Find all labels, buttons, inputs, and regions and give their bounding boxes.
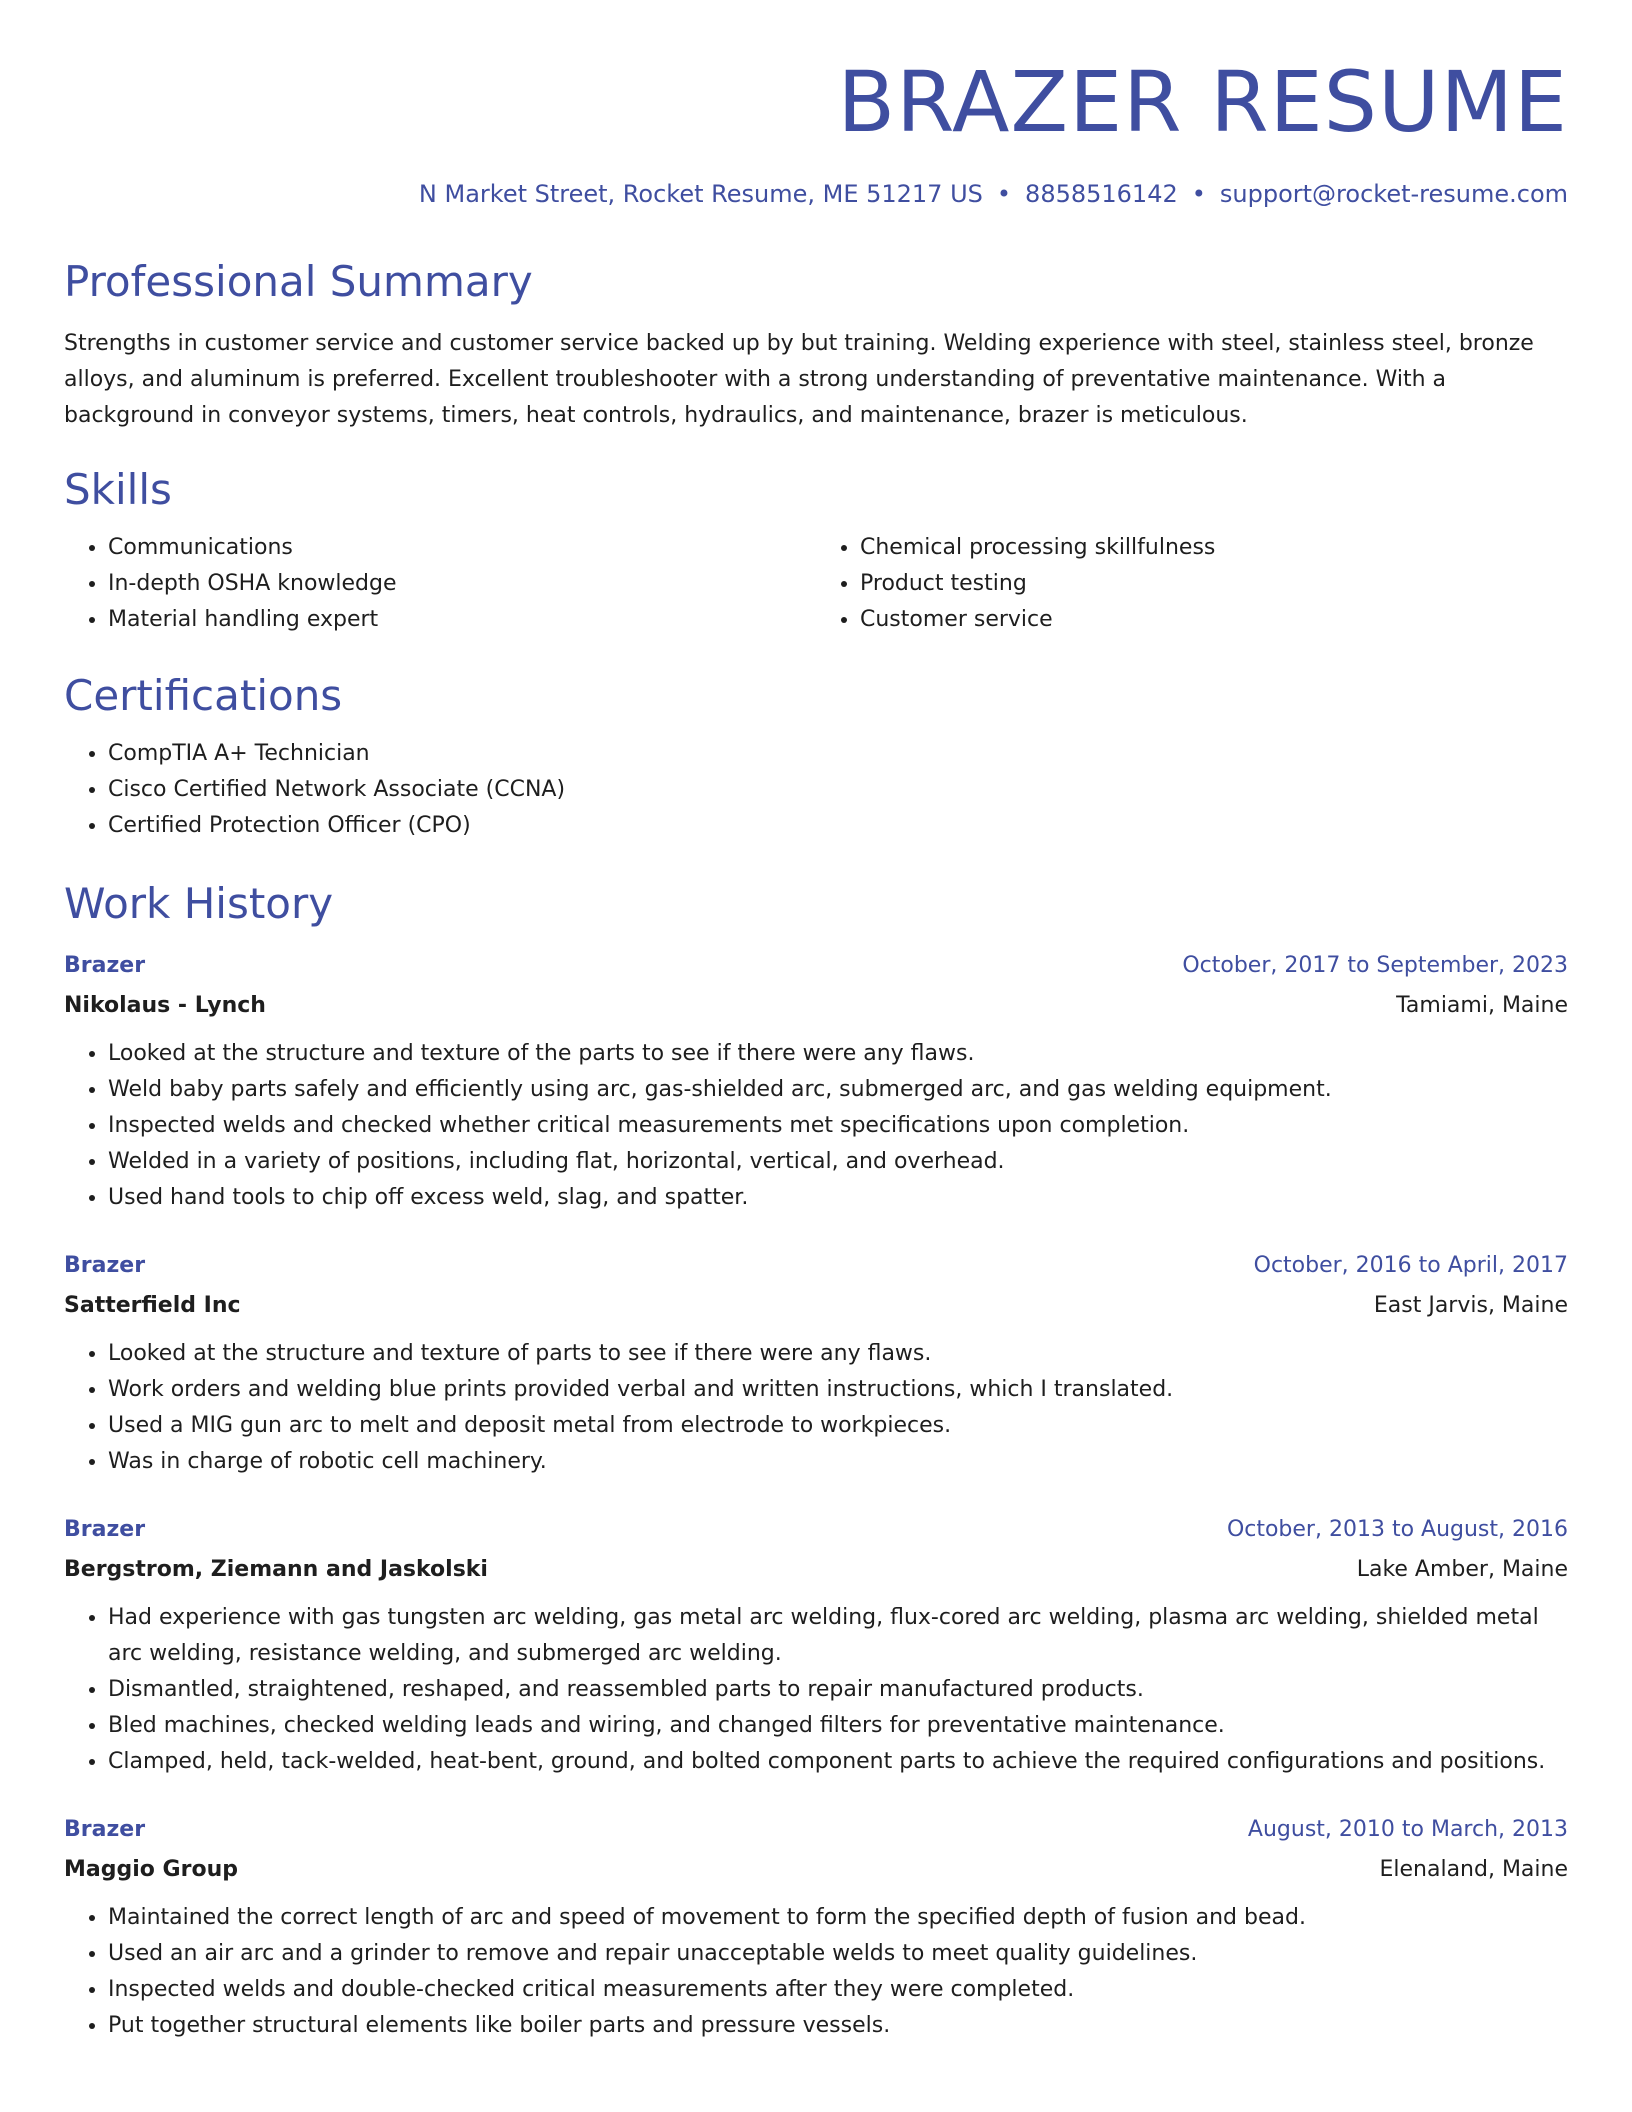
job-entry xyxy=(64,1246,1568,1480)
contact-separator: • xyxy=(1191,180,1206,208)
job-entry xyxy=(64,946,1568,1216)
skill-item: • Chemical processing skillfulness xyxy=(860,530,1568,566)
resume-title: BRAZER RESUME xyxy=(837,53,1568,151)
job-bullet: • Used an air arc and a grinder to remove and repair unacceptable welds to meet quality guidelines. xyxy=(108,1936,1568,1972)
certifications-heading: Certifications xyxy=(64,671,343,720)
job-location: East Jarvis, Maine xyxy=(1373,1293,1568,1318)
job-role: Brazer xyxy=(64,953,146,978)
skills-list-right xyxy=(816,530,1568,638)
contact-line xyxy=(64,178,1568,210)
resume-page xyxy=(64,0,1568,2044)
job-bullet: • Work orders and welding blue prints provided verbal and written instructions, which I translated. xyxy=(108,1372,1568,1408)
job-header-row xyxy=(64,1510,1568,1550)
skill-item: • Product testing xyxy=(860,566,1568,602)
summary-text: Strengths in customer service and customer service backed up by but training. Welding experience with steel, stainless steel, bronze alloys, and aluminum is preferred. Excellent troubleshooter with a strong understanding of preventative maintenance. With a background in conveyor systems, timers, heat controls, hydraulics, and maintenance, brazer is meticulous. xyxy=(64,331,1534,428)
job-company: Maggio Group xyxy=(64,1857,238,1882)
skills-heading: Skills xyxy=(64,465,172,514)
job-bullets xyxy=(64,1336,1568,1480)
job-bullet: • Inspected welds and double-checked critical measurements after they were completed. xyxy=(108,1972,1568,2008)
job-company-row xyxy=(64,1850,1568,1890)
contact-phone: 8858516142 xyxy=(1025,180,1178,208)
skill-item: • Customer service xyxy=(860,602,1568,638)
certification-item: • CompTIA A+ Technician xyxy=(108,736,1568,772)
job-bullet: • Looked at the structure and texture of the parts to see if there were any flaws. xyxy=(108,1036,1568,1072)
job-bullet: • Bled machines, checked welding leads and wiring, and changed filters for preventative maintenance. xyxy=(108,1708,1568,1744)
job-bullet: • Used hand tools to chip off excess weld, slag, and spatter. xyxy=(108,1180,1568,1216)
job-dates: August, 2010 to March, 2013 xyxy=(1247,1817,1568,1842)
job-bullet: • Clamped, held, tack-welded, heat-bent, ground, and bolted component parts to achieve the required configurations and positions. xyxy=(108,1744,1568,1780)
job-role: Brazer xyxy=(64,1817,146,1842)
certifications-section xyxy=(64,670,1568,844)
certifications-list xyxy=(64,736,1568,844)
job-role: Brazer xyxy=(64,1253,146,1278)
job-location: Lake Amber, Maine xyxy=(1356,1557,1568,1582)
certification-item: • Cisco Certified Network Associate (CCNA) xyxy=(108,772,1568,808)
skills-section xyxy=(64,464,1568,638)
job-header-row xyxy=(64,1810,1568,1850)
work-history-section xyxy=(64,878,1568,2044)
job-company-row xyxy=(64,986,1568,1026)
job-role: Brazer xyxy=(64,1517,146,1542)
job-location: Elenaland, Maine xyxy=(1379,1857,1568,1882)
job-company: Nikolaus - Lynch xyxy=(64,993,266,1018)
skill-item: • Communications xyxy=(108,530,816,566)
contact-address: N Market Street, Rocket Resume, ME 51217 US xyxy=(418,180,983,208)
job-company-row xyxy=(64,1550,1568,1590)
summary-heading: Professional Summary xyxy=(64,257,533,306)
job-bullet: • Looked at the structure and texture of parts to see if there were any flaws. xyxy=(108,1336,1568,1372)
job-company: Bergstrom, Ziemann and Jaskolski xyxy=(64,1557,488,1582)
job-dates: October, 2013 to August, 2016 xyxy=(1226,1517,1568,1542)
job-bullets xyxy=(64,1900,1568,2044)
job-company-row xyxy=(64,1286,1568,1326)
job-bullet: • Inspected welds and checked whether critical measurements met specifications upon completion. xyxy=(108,1108,1568,1144)
job-header-row xyxy=(64,1246,1568,1286)
job-company: Satterfield Inc xyxy=(64,1293,241,1318)
contact-separator: • xyxy=(996,180,1012,208)
job-bullets xyxy=(64,1036,1568,1216)
job-dates: October, 2017 to September, 2023 xyxy=(1182,953,1568,978)
skills-grid xyxy=(64,530,1568,638)
certification-item: • Certified Protection Officer (CPO) xyxy=(108,808,1568,844)
job-entry xyxy=(64,1810,1568,2044)
job-bullet: • Weld baby parts safely and efficiently using arc, gas-shielded arc, submerged arc, and gas welding equipment. xyxy=(108,1072,1568,1108)
job-bullet: • Used a MIG gun arc to melt and deposit metal from electrode to workpieces. xyxy=(108,1408,1568,1444)
job-location: Tamiami, Maine xyxy=(1396,993,1568,1018)
summary-section xyxy=(64,256,1568,434)
skill-item: • In-depth OSHA knowledge xyxy=(108,566,816,602)
job-header-row xyxy=(64,946,1568,986)
skills-list-left xyxy=(64,530,816,638)
job-bullet: • Welded in a variety of positions, including flat, horizontal, vertical, and overhead. xyxy=(108,1144,1568,1180)
job-bullets xyxy=(64,1600,1568,1780)
job-bullet: • Put together structural elements like boiler parts and pressure vessels. xyxy=(108,2008,1568,2044)
job-bullet: • Was in charge of robotic cell machinery. xyxy=(108,1444,1568,1480)
job-bullet: • Had experience with gas tungsten arc welding, gas metal arc welding, flux-cored arc welding, plasma arc welding, shielded metal arc welding, resistance welding, and submerged arc welding. xyxy=(108,1600,1568,1672)
contact-email[interactable]: support@rocket-resume.com xyxy=(1219,180,1568,208)
work-history-heading: Work History xyxy=(64,879,334,928)
job-dates: October, 2016 to April, 2017 xyxy=(1253,1253,1568,1278)
skill-item: • Material handling expert xyxy=(108,602,816,638)
job-entry xyxy=(64,1510,1568,1780)
job-bullet: • Maintained the correct length of arc and speed of movement to form the specified depth of fusion and bead. xyxy=(108,1900,1568,1936)
job-bullet: • Dismantled, straightened, reshaped, and reassembled parts to repair manufactured products. xyxy=(108,1672,1568,1708)
